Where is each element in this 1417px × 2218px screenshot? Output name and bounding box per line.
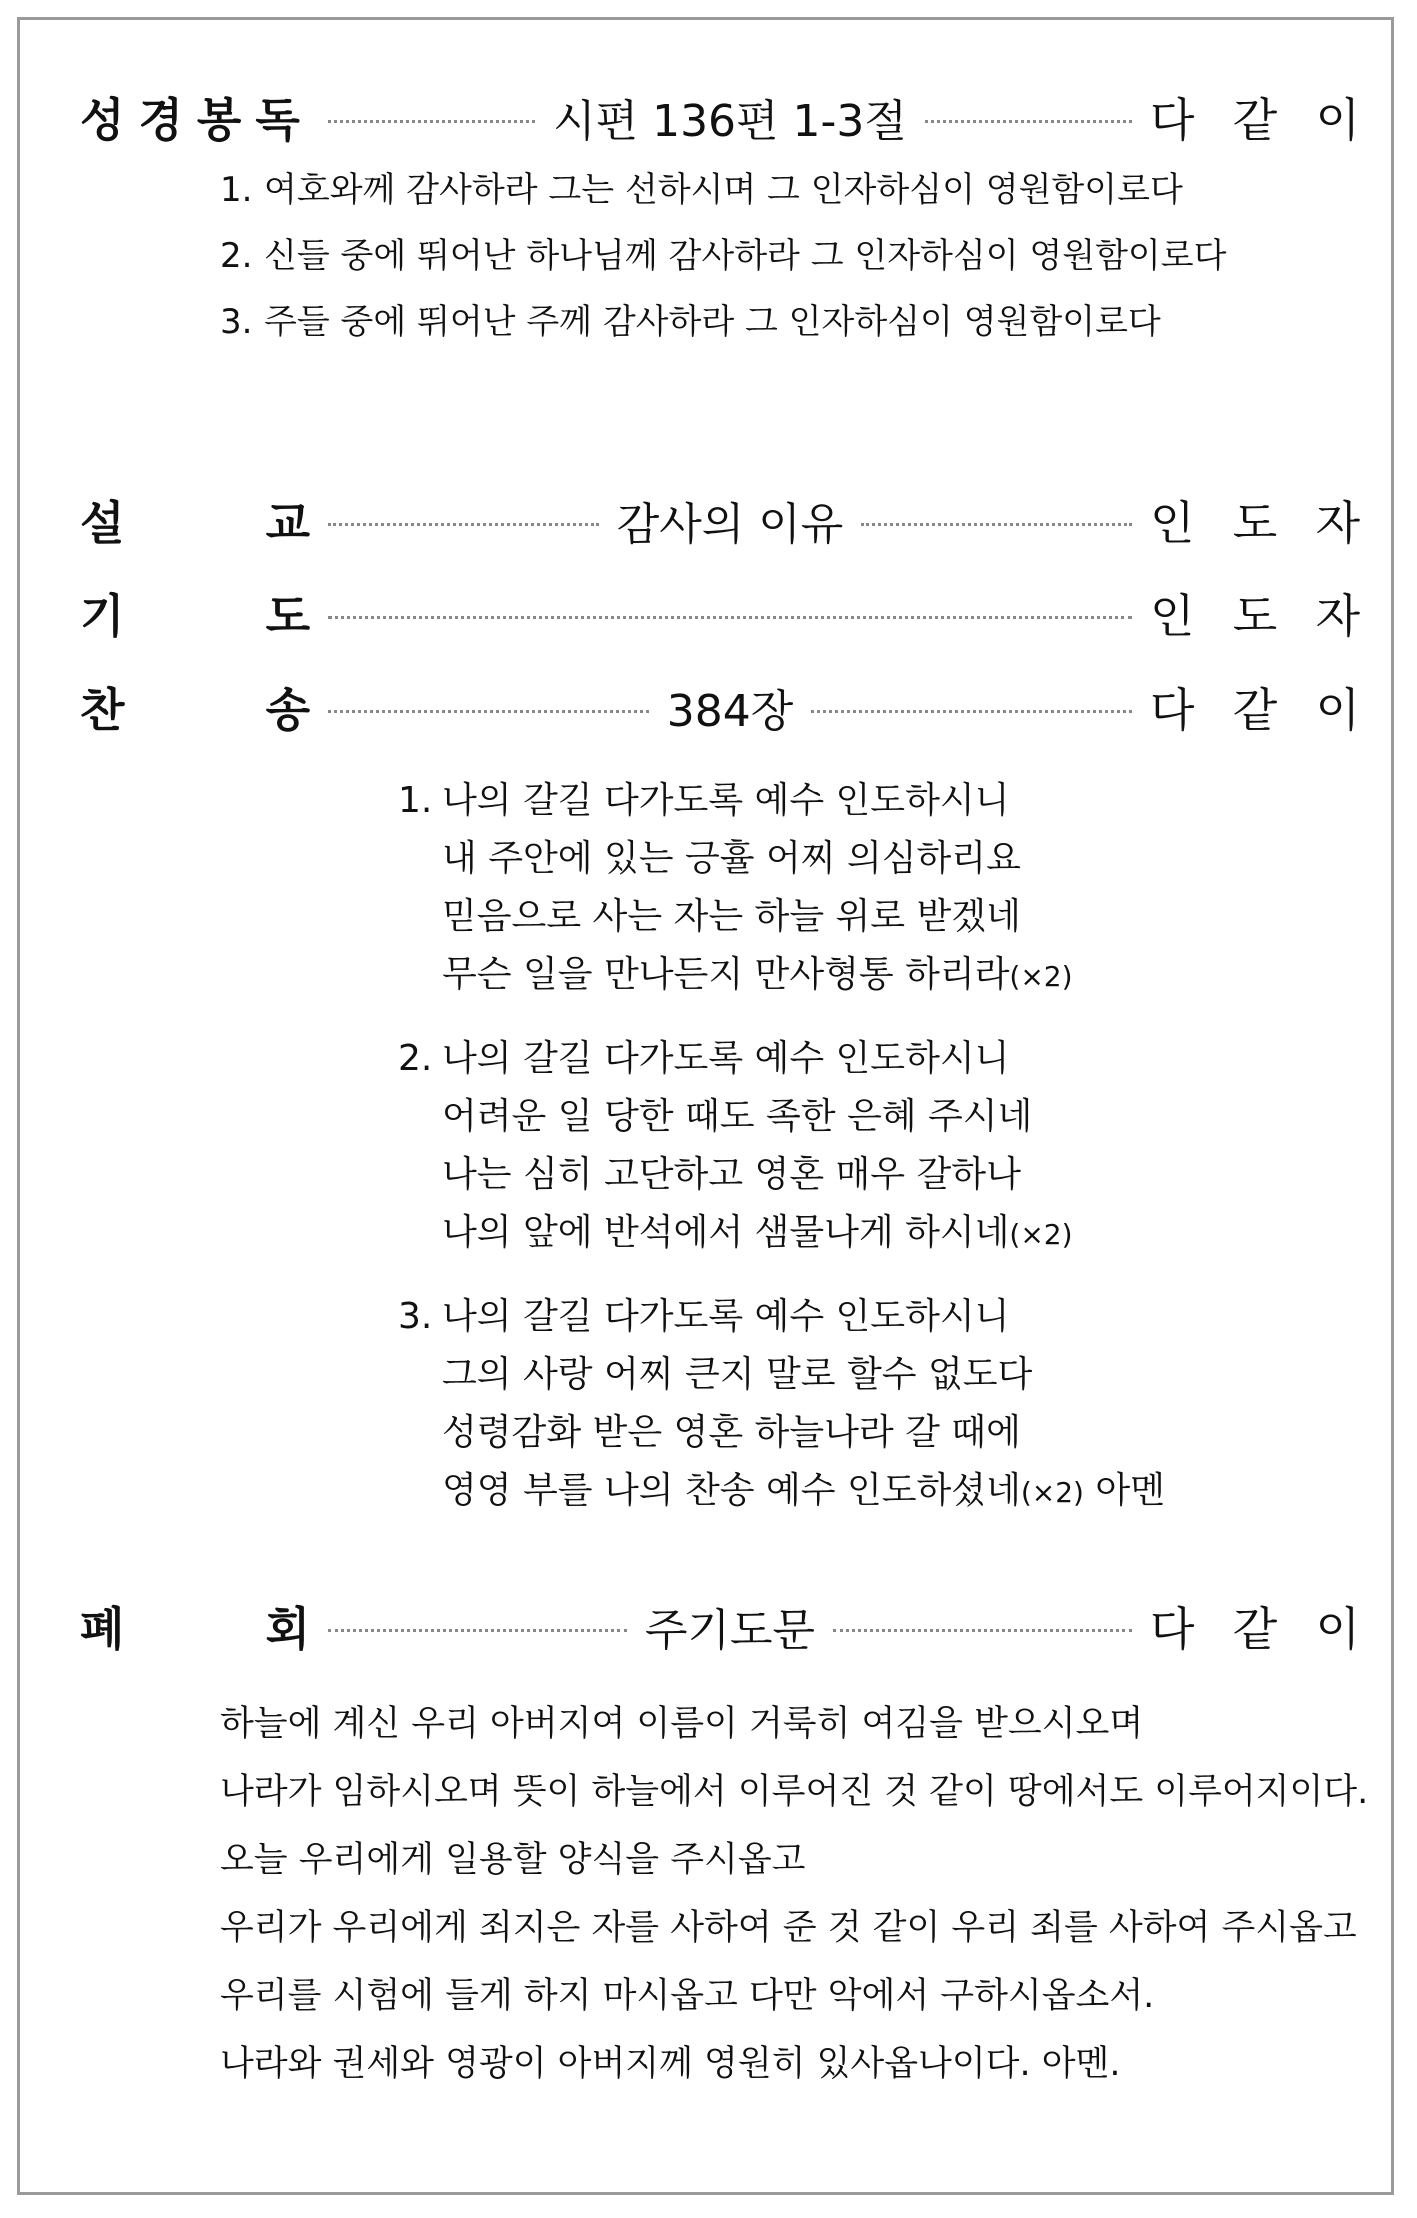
lords-prayer-text	[220, 1690, 1368, 2098]
order-label: 기 도	[80, 589, 310, 643]
prayer-line: 오늘 우리에게 일용할 양식을 주시옵고	[220, 1840, 806, 1880]
repeat-mark: (×2)	[1020, 1476, 1084, 1509]
leader-dots	[833, 1629, 1132, 1632]
repeat-mark: (×2)	[1009, 1218, 1073, 1251]
leader-dots	[328, 120, 535, 123]
order-performer: 인 도 자	[1150, 589, 1360, 643]
repeat-mark: (×2)	[1009, 960, 1073, 993]
scripture-verse: 3. 주들 중에 뛰어난 주께 감사하라 그 인자하심이 영원함이로다	[220, 302, 1161, 342]
prayer-line: 나라와 권세와 영광이 아버지께 영원히 있사옵나이다. 아멘.	[220, 2044, 1121, 2084]
leader-dots	[328, 616, 1132, 619]
prayer-line: 나라가 임하시오며 뜻이 하늘에서 이루어진 것 같이 땅에서도 이루어지이다.	[220, 1772, 1369, 1812]
leader-dots	[925, 120, 1132, 123]
prayer-line: 우리를 시험에 들게 하지 마시옵고 다만 악에서 구하시옵소서.	[220, 1976, 1155, 2016]
prayer-line: 하늘에 계신 우리 아버지여 이름이 거룩히 여김을 받으시오며	[220, 1704, 1144, 1744]
order-title: 384장	[666, 686, 794, 737]
order-title: 감사의 이유	[616, 499, 844, 550]
hymn-verse: 1. 나의 갈길 다가도록 예수 인도하시니 내 주안에 있는 긍휼 어찌 의심하리요 믿음으로 사는 자는 하늘 위로 받겠네 무슨 일을 만나든지 만사형통 하리라(×2)	[398, 780, 1073, 995]
hymn-lyrics	[398, 772, 1165, 1546]
leader-dots	[328, 710, 649, 713]
bulletin-page	[17, 17, 1394, 2195]
order-performer: 인 도 자	[1150, 496, 1361, 550]
order-label: 찬 송	[80, 683, 310, 737]
order-label: 성 경 봉 독	[80, 93, 300, 147]
order-label: 설 교	[80, 496, 310, 550]
order-performer: 다 같 이	[1150, 1602, 1361, 1656]
leader-dots	[861, 523, 1132, 526]
order-row-reading	[80, 82, 1360, 152]
hymn-verse: 2. 나의 갈길 다가도록 예수 인도하시니 어려운 일 당한 때도 족한 은혜 주시네 나는 심히 고단하고 영혼 매우 갈하나 나의 앞에 반석에서 샘물나게 하시네(×2)	[398, 1038, 1073, 1253]
order-row-prayer	[80, 578, 1360, 648]
scripture-verse: 1. 여호와께 감사하라 그는 선하시며 그 인자하심이 영원함이로다	[220, 170, 1183, 210]
order-performer: 다 같 이	[1150, 683, 1360, 737]
hymn-verse: 3. 나의 갈길 다가도록 예수 인도하시니 그의 사랑 어찌 큰지 말로 할수 없도다 성령감화 받은 영혼 하늘나라 갈 때에 영영 부를 나의 찬송 예수 인도하셨네(×2) 아멘	[398, 1296, 1165, 1511]
order-title: 주기도문	[645, 1605, 816, 1656]
order-row-hymn	[80, 672, 1360, 742]
order-row-sermon	[80, 485, 1360, 555]
scripture-verse: 2. 신들 중에 뛰어난 하나님께 감사하라 그 인자하심이 영원함이로다	[220, 236, 1227, 276]
leader-dots	[811, 710, 1132, 713]
prayer-line: 우리가 우리에게 죄지은 자를 사하여 준 것 같이 우리 죄를 사하여 주시옵고	[220, 1908, 1357, 1948]
leader-dots	[328, 1629, 627, 1632]
order-title: 시편 136편 1-3절	[553, 96, 907, 147]
leader-dots	[328, 523, 599, 526]
scripture-verses	[220, 157, 1226, 355]
order-performer: 다 같 이	[1150, 93, 1360, 147]
order-row-closing	[80, 1591, 1360, 1661]
order-label: 폐 회	[80, 1602, 310, 1656]
